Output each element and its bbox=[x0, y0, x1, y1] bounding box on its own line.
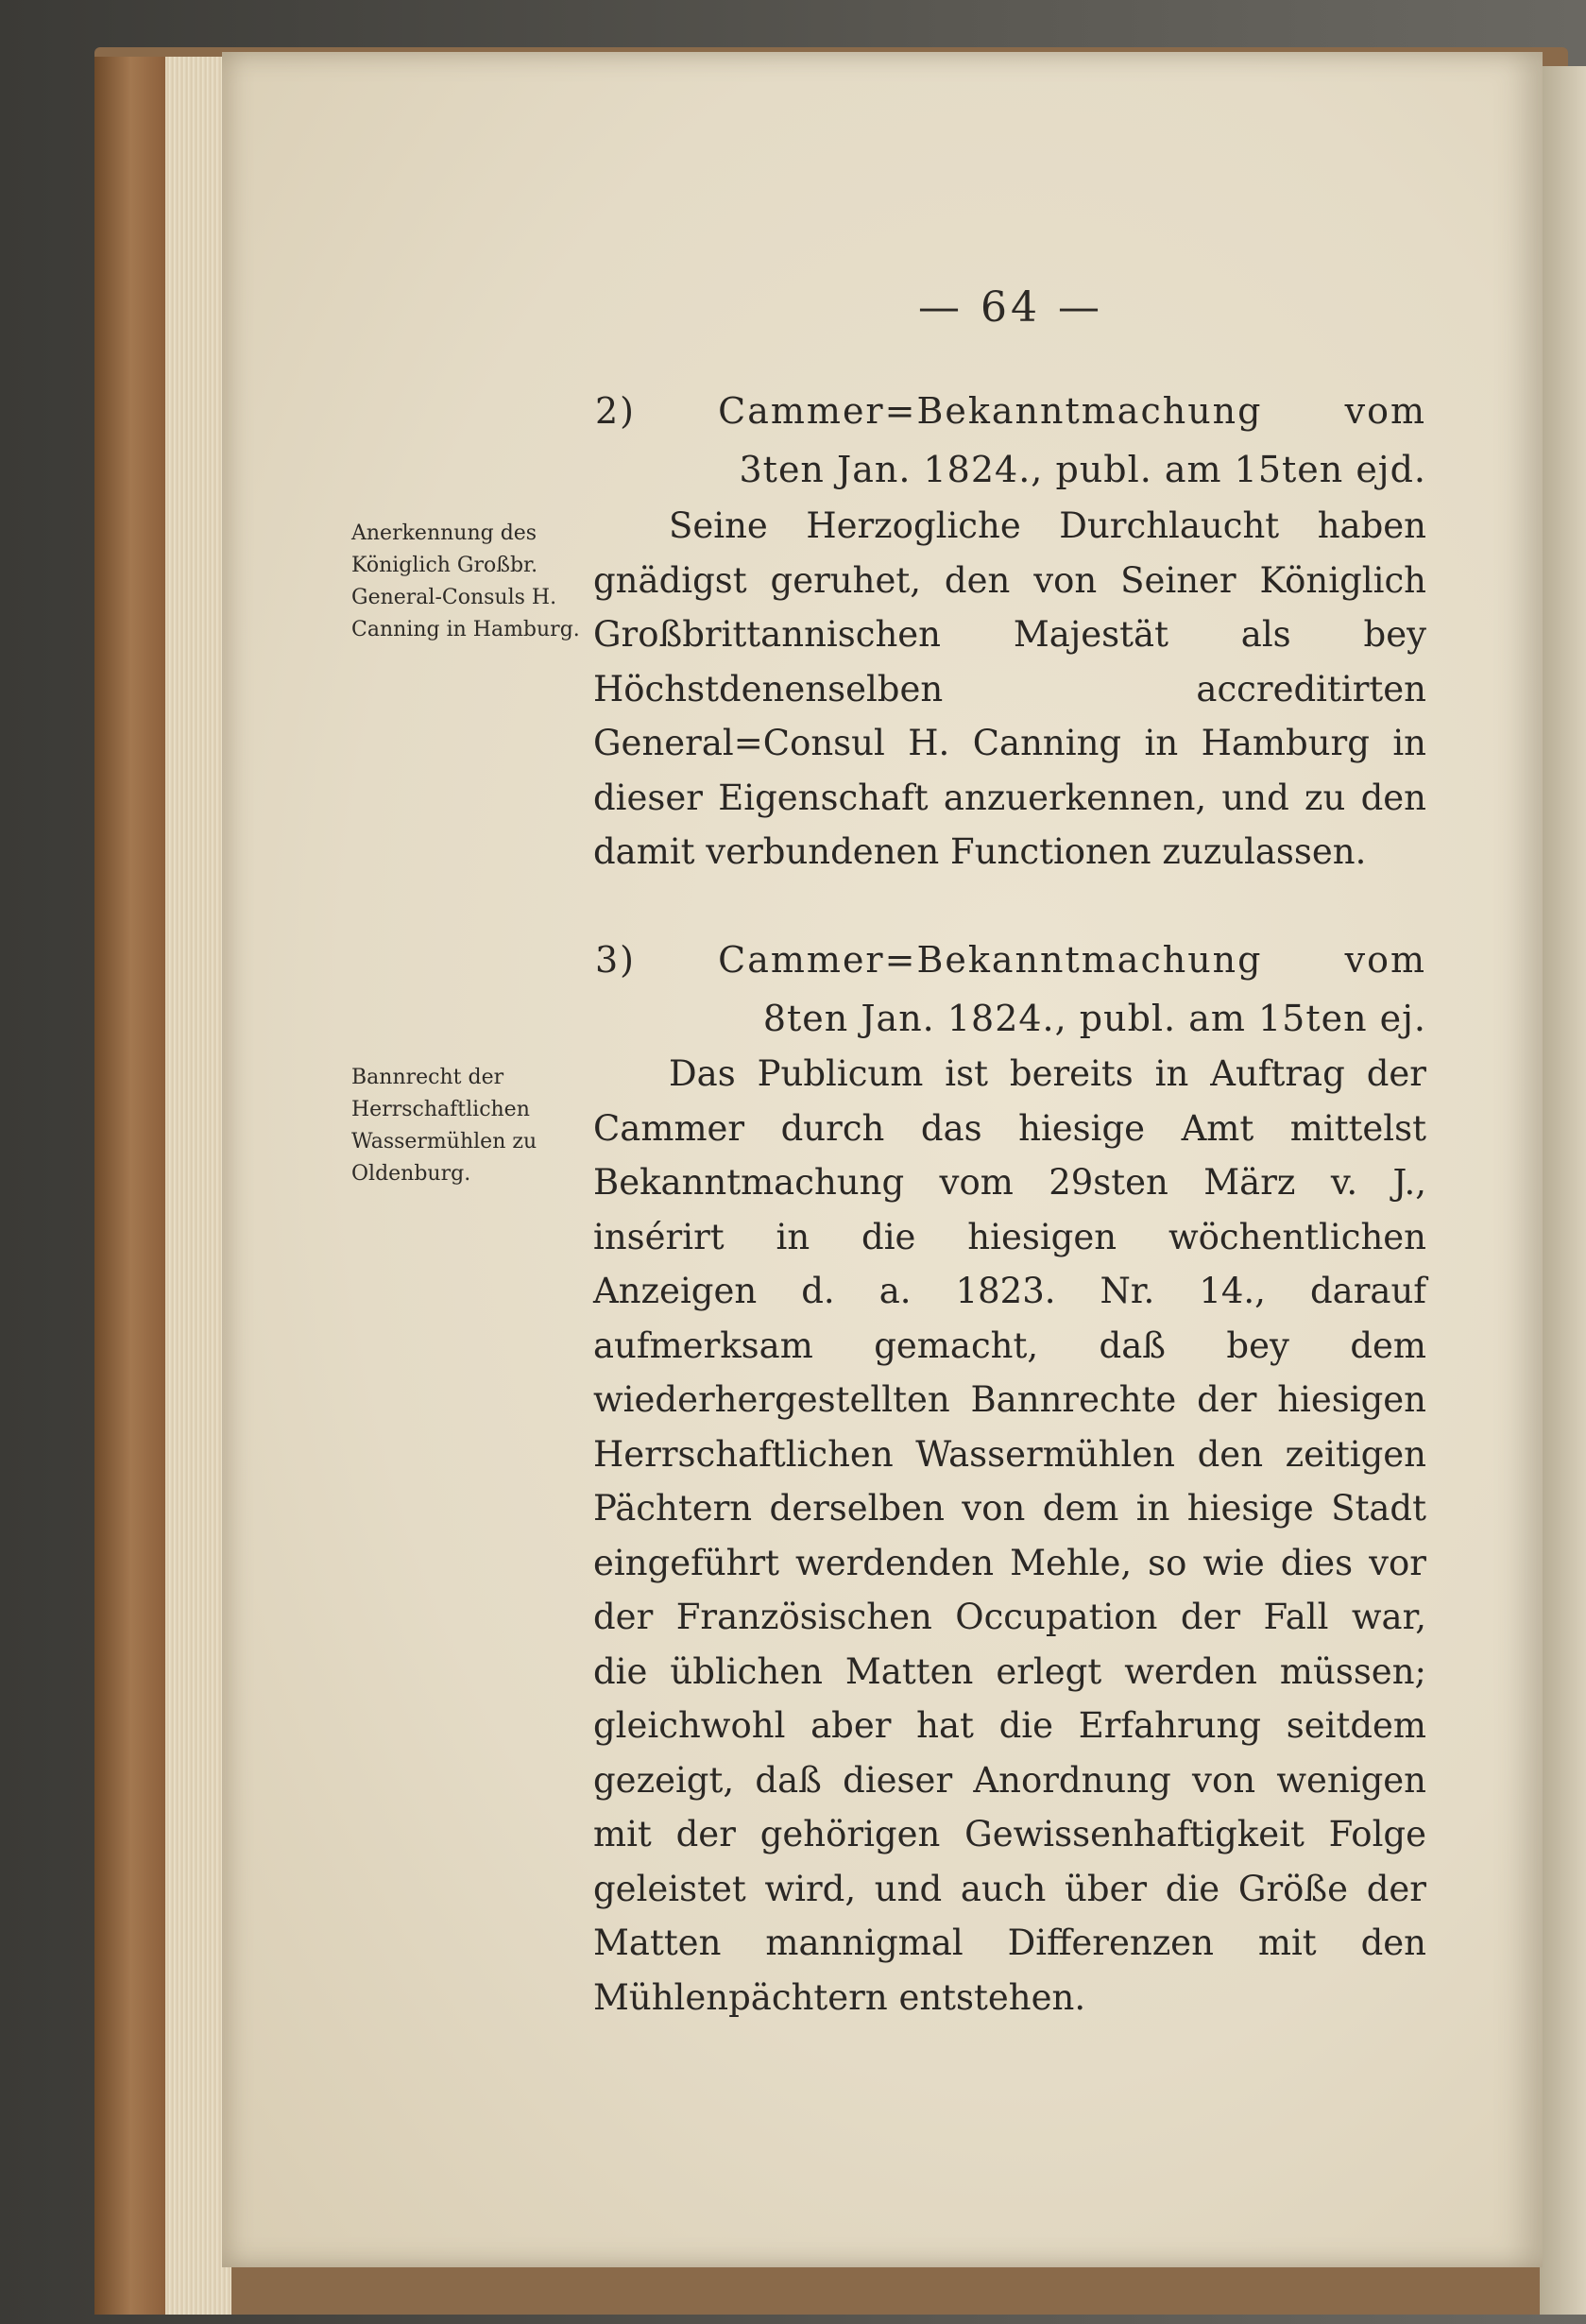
section2-margin-note: Anerkennung des Königlich Großbr. General-Consuls H. Canning in Hamburg. bbox=[351, 521, 580, 641]
section2-heading-line2: 3ten Jan. 1824., publ. am 15ten ejd. bbox=[739, 449, 1426, 490]
section3-heading-line2: 8ten Jan. 1824., publ. am 15ten ej. bbox=[762, 998, 1426, 1039]
section2-heading bbox=[595, 382, 1426, 499]
page-number: — 64 — bbox=[918, 283, 1103, 332]
section2-body bbox=[593, 499, 1426, 880]
section3-margin-note: Bannrecht der Herrschaftlichen Wassermühlen zu Oldenburg. bbox=[351, 1066, 537, 1186]
section3-paragraph: Das Publicum ist bereits in Auftrag der Cammer durch das hiesige Amt mittelst Bekanntmachung vom 29sten März v. J., insérirt in die hiesigen wöchentlichen Anzeigen d. a. 1823. Nr. 14., darauf aufmerksam gemacht, daß bey dem wiederhergestellten Bannrechte der hiesigen Herrschaftlichen Wassermühlen den zeitigen Pächtern derselben von dem in hiesige Stadt eingeführt werdenden Mehle, so wie dies vor der Französischen Occupation der Fall war, die üblichen Matten erlegt werden müssen; gleichwohl aber hat die Erfahrung seitdem gezeigt, daß dieser Anordnung von wenigen mit der gehörigen Gewissenhaftigkeit Folge geleistet wird, und auch über die Größe der Matten mannigmal Differenzen mit den Mühlenpächtern entstehen. bbox=[593, 1053, 1426, 2018]
section2-paragraph: Seine Herzogliche Durchlaucht haben gnädigst geruhet, den von Seiner Königlich Großbrittannischen Majestät als bey Höchstdenenselben accreditirten General=Consul H. Canning in Hamburg in dieser Eigenschaft anzuerkennen, und zu den damit verbundenen Functionen zuzulassen. bbox=[593, 505, 1426, 872]
section2-heading-line1: 2) Cammer=Bekanntmachung vom bbox=[595, 390, 1426, 432]
section3-heading bbox=[595, 931, 1426, 1048]
section3-body bbox=[593, 1047, 1426, 2025]
right-page-edge bbox=[1540, 66, 1586, 2315]
section3-heading-line1: 3) Cammer=Bekanntmachung vom bbox=[595, 939, 1426, 981]
